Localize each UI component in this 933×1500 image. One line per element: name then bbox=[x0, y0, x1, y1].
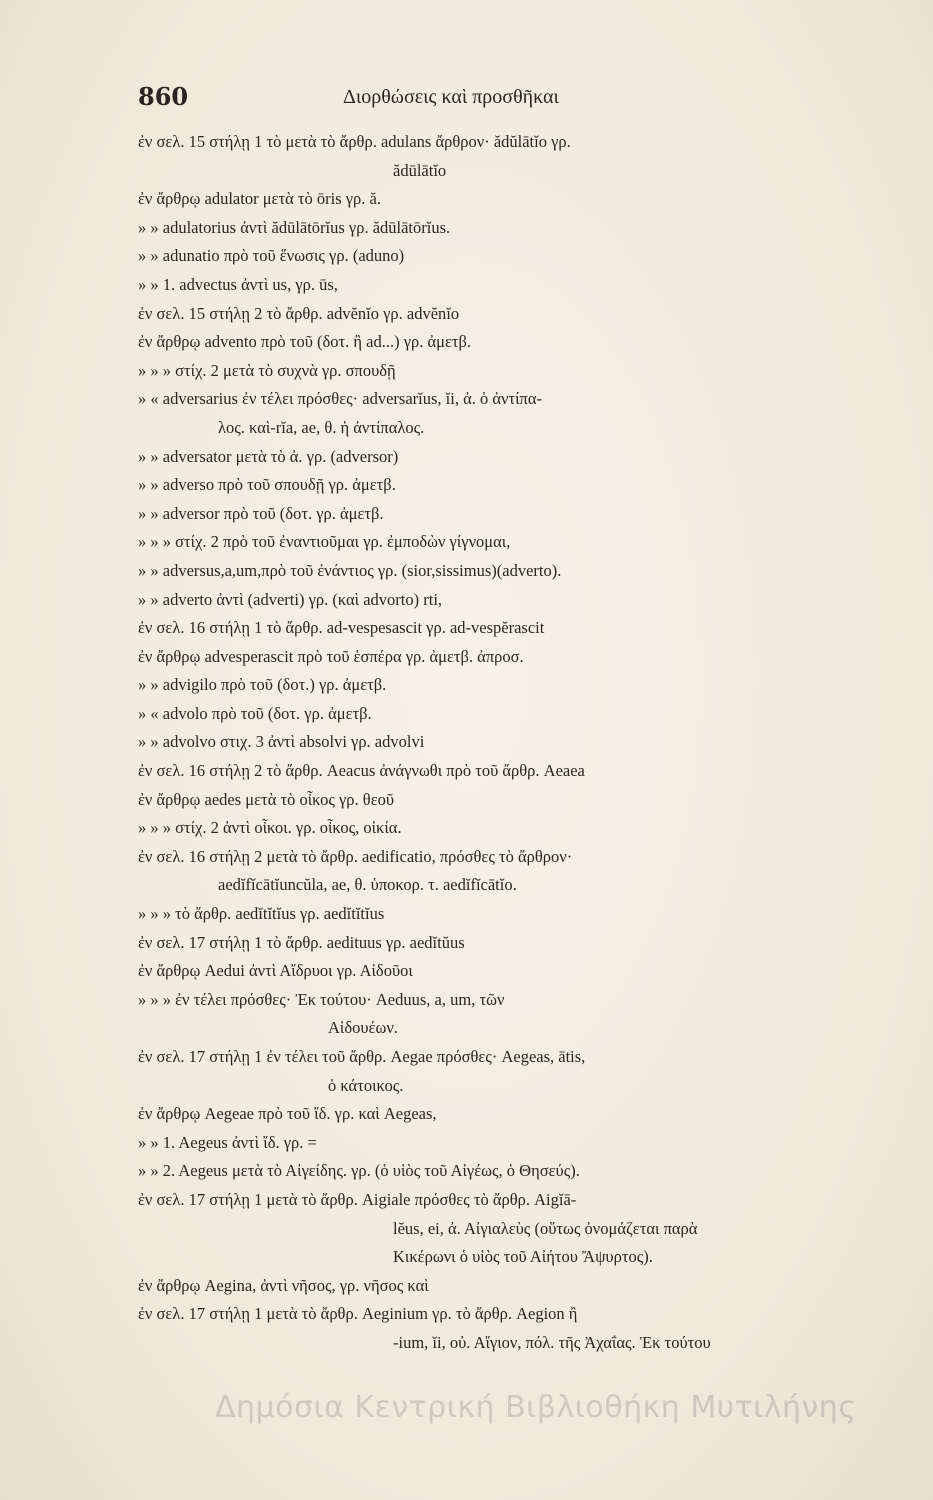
entry-line: » » adversus,a,um,πρὸ τοῦ ἐνάντιος γρ. (sior,sissimus)(adverto). bbox=[138, 560, 562, 580]
entry-line: ἐν σελ. 17 στήλῃ 1 μετὰ τὸ ἄρθρ. Aigiale πρόσθες τὸ ἄρθρ. Aigĭā- bbox=[138, 1189, 577, 1209]
running-head: Διορθώσεις καὶ προσθῆκαι bbox=[343, 86, 559, 108]
entry-line: » » adverso πρὸ τοῦ σπουδῇ γρ. ἀμετβ. bbox=[138, 475, 396, 495]
entry-line: ἐν σελ. 17 στήλῃ 1 μετὰ τὸ ἄρθρ. Aeginium γρ. τὸ ἄρθρ. Aegion ἢ bbox=[138, 1304, 578, 1324]
entry-line: aedĭfĭcātĭuncŭla, ae, θ. ὑποκορ. τ. aedĭfĭcātĭo. bbox=[218, 875, 517, 895]
entry-line: ἐν ἄρθρῳ Aegina, ἀντὶ νῆσος, γρ. νῆσος καὶ bbox=[138, 1275, 429, 1295]
page-number: 860 bbox=[138, 82, 189, 111]
entry-line: » » adunatio πρὸ τοῦ ἕνωσις γρ. (aduno) bbox=[138, 246, 405, 266]
entry-line: ἐν σελ. 15 στήλῃ 2 τὸ ἄρθρ. advĕnĭo γρ. advĕnĭo bbox=[138, 303, 460, 323]
entry-line: » » 2. Aegeus μετὰ τὸ Αἰγείδης. γρ. (ὁ υἱὸς τοῦ Αἰγέως, ὁ Θησεύς). bbox=[138, 1161, 580, 1181]
entry-line: lĕus, ei, ἀ. Αἰγιαλεὺς (οὕτως ὀνομάζεται παρὰ bbox=[393, 1218, 698, 1238]
entry-line: -ium, ĭi, οὐ. Αἴγιον, πόλ. τῆς Ἀχαΐας. Ἐκ τούτου bbox=[393, 1332, 711, 1352]
library-watermark: Δημόσια Κεντρική Βιβλιοθήκη Μυτιλήνης bbox=[215, 1390, 857, 1425]
entry-line: ἐν ἄρθρῳ advento πρὸ τοῦ (δοτ. ἢ ad...) γρ. ἀμετβ. bbox=[138, 332, 472, 352]
entry-line: ἐν σελ. 15 στήλῃ 1 τὸ μετὰ τὸ ἄρθρ. adulans ἄρθρον· ădŭlātĭo γρ. bbox=[138, 132, 571, 151]
entry-line: » » » στίχ. 2 μετὰ τὸ συχνὰ γρ. σπουδῇ bbox=[138, 360, 396, 380]
entry-line: » » adversator μετὰ τὸ ἀ. γρ. (adversor) bbox=[138, 446, 399, 466]
entry-line: ἐν ἄρθρῳ aedes μετὰ τὸ οἶκος γρ. θεοῦ bbox=[138, 789, 395, 809]
entry-line: » » » στίχ. 2 πρὸ τοῦ ἐναντιοῦμαι γρ. ἐμποδὼν γίγνομαι, bbox=[138, 532, 511, 552]
entry-line: ἐν σελ. 17 στήλῃ 1 ἐν τέλει τοῦ ἄρθρ. Aegae πρόσθες· Aegeas, ātis, bbox=[138, 1047, 586, 1066]
entry-line: » » » στίχ. 2 ἀντὶ οἶκοι. γρ. οἶκος, οἰκία. bbox=[138, 818, 402, 838]
entry-line: » » 1. advectus ἀντὶ us, γρ. ūs, bbox=[138, 274, 338, 294]
entry-line: » » 1. Aegeus ἀντὶ ἴδ. γρ. = bbox=[138, 1132, 317, 1152]
entry-line: » » » τὸ ἄρθρ. aedĭtĭtĭus γρ. aedĭtĭtĭus bbox=[138, 904, 385, 924]
entry-line: » » adverto ἀντὶ (adverti) γρ. (καὶ advorto) rti, bbox=[138, 589, 443, 609]
entry-line: ἐν ἄρθρῳ adulator μετὰ τὸ ōris γρ. ă. bbox=[138, 189, 381, 209]
entry-line: ἐν σελ. 16 στήλῃ 1 τὸ ἄρθρ. ad-vespesascit γρ. ad-vespĕrascit bbox=[138, 618, 545, 638]
entry-line: λος. καὶ-rĭa, ae, θ. ἡ ἀντίπαλος. bbox=[218, 417, 425, 437]
entry-line: Αἰδουέων. bbox=[328, 1018, 398, 1038]
entry-line: » « advolo πρὸ τοῦ (δοτ. γρ. ἀμετβ. bbox=[138, 703, 372, 723]
corrections-list bbox=[138, 128, 898, 1358]
entry-line: Κικέρωνι ὁ υἱὸς τοῦ Αἰήτου Ἄψυρτος). bbox=[393, 1247, 653, 1267]
entry-line: ἐν ἄρθρῳ Aegeae πρὸ τοῦ ἴδ. γρ. καὶ Aegeas, bbox=[138, 1104, 437, 1124]
entry-line: » » adversor πρὸ τοῦ (δοτ. γρ. ἀμετβ. bbox=[138, 503, 384, 523]
entry-line: ἐν σελ. 16 στήλῃ 2 μετὰ τὸ ἄρθρ. aedificatio, πρόσθες τὸ ἄρθρον· bbox=[138, 846, 573, 866]
entry-line: ἐν σελ. 17 στήλῃ 1 τὸ ἄρθρ. aedituus γρ. aedĭtŭus bbox=[138, 932, 465, 952]
entry-line: » » advolvo στιχ. 3 ἀντὶ absolvi γρ. advolvi bbox=[138, 732, 425, 752]
entry-line: ădūlātĭo bbox=[393, 160, 447, 180]
entry-line: ἐν σελ. 16 στήλῃ 2 τὸ ἄρθρ. Aeacus ἀνάγνωθι πρὸ τοῦ ἄρθρ. Aeaea bbox=[138, 761, 585, 781]
entry-line: » « adversarius ἐν τέλει πρόσθες· adversarĭus, ĭi, ἀ. ὁ ἀντίπα- bbox=[138, 389, 542, 409]
entry-line: » » advigilo πρὸ τοῦ (δοτ.) γρ. ἀμετβ. bbox=[138, 675, 387, 695]
entry-line: ἐν ἄρθρῳ Aedui ἀντὶ Αἴδρυοι γρ. Αἰδοῦοι bbox=[138, 961, 413, 981]
entry-line: ἐν ἄρθρῳ advesperascit πρὸ τοῦ ἑσπέρα γρ. ἀμετβ. ἀπροσ. bbox=[138, 646, 524, 666]
page-header bbox=[138, 78, 798, 118]
entry-line: ὁ κάτοικος. bbox=[328, 1075, 404, 1095]
entry-line: » » » ἐν τέλει πρόσθες· Ἐκ τούτου· Aeduus, a, um, τῶν bbox=[138, 989, 505, 1009]
entry-line: » » adulatorius ἀντὶ ădūlātōrĭus γρ. ădūlātōrĭus. bbox=[138, 217, 451, 237]
